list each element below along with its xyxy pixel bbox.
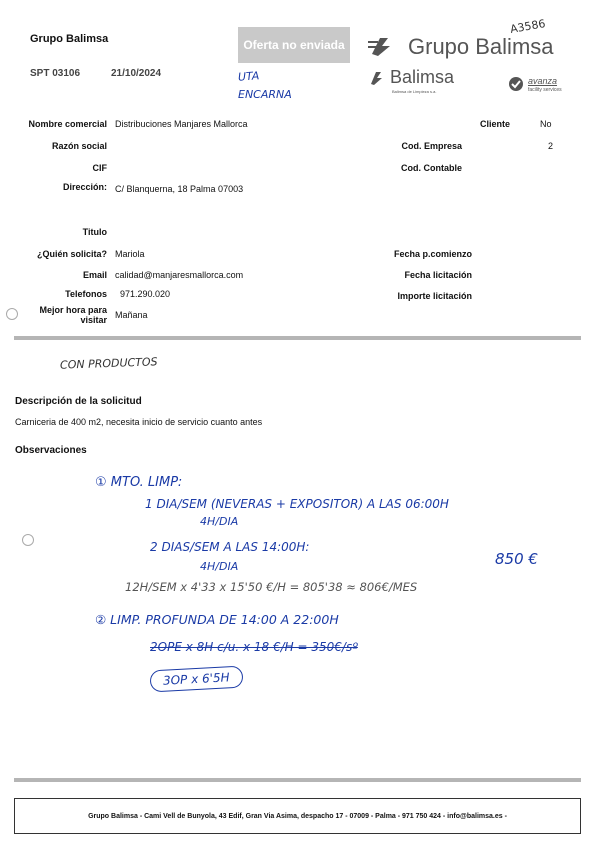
hw-line-1: ① MTO. LIMP: [95,475,183,490]
mejor-hora-value: Mañana [115,310,148,320]
direccion-label: Dirección: [62,182,107,192]
importe-licitacion-label: Importe licitación [397,291,472,301]
direccion-value: C/ Blanquerna, 18 Palma 07003 [115,184,244,194]
observaciones-title: Observaciones [15,445,87,456]
email-label: Email [82,270,107,280]
footer-box [14,798,581,834]
footer-text: Grupo Balimsa - Cami Vell de Bunyola, 43 Edif, Gran Via Asima, despacho 17 - 07009 - Palma - 971 750 424 - info@balimsa.es - [88,812,507,820]
telefonos-label: Telefonos [65,289,107,299]
telefonos-value: 971.290.020 [120,289,171,299]
hw-line-6: 12H/SEM x 4'33 x 15'50 €/H = 805'38 ≈ 806€/MES [125,580,418,594]
balimsa-small-logo-icon [368,70,390,86]
hw-line-2: 1 DIA/SEM (NEVERAS + EXPOSITOR) A LAS 06:00H [145,497,449,511]
quien-solicita-value: Mariola [115,249,145,259]
cif-label: CIF [92,163,107,173]
hw-850: 850 € [495,550,538,568]
mejor-hora-label-line1: Mejor hora para [39,305,107,315]
logo-avanza: avanza [528,76,558,86]
section-divider [14,336,581,340]
hw-line-9: 3OP x 6'5H [149,666,243,693]
punch-hole-circle-2 [22,534,34,546]
cliente-value: No [540,119,552,129]
company-name: Grupo Balimsa [30,33,109,45]
logo-balimsa: Balimsa [390,67,455,87]
quien-solicita-label: ¿Quién solicita? [36,249,107,259]
descripcion-text: Carniceria de 400 m2, necesita inicio de servicio cuanto antes [15,417,263,427]
handwritten-note-encarna: ENCARNA [238,88,292,101]
titulo-label: Titulo [82,227,107,237]
status-badge: Oferta no enviada [238,27,350,63]
cliente-label: Cliente [479,119,510,129]
razon-social-label: Razón social [51,141,107,151]
balimsa-logo-icon [368,34,404,58]
email-value: calidad@manjaresmallorca.com [115,270,244,280]
punch-hole-circle [6,308,18,320]
logo-avanza-caption: facility services [528,87,562,93]
nombre-comercial-value: Distribuciones Manjares Mallorca [115,119,248,129]
logo-grupo-balimsa: Grupo Balimsa [408,34,554,59]
offer-date: 21/10/2024 [111,68,162,79]
offer-code: SPT 03106 [30,68,81,79]
hw-line-5: 4H/DIA [200,560,239,573]
hw-line-3: 4H/DIA [200,515,239,528]
hw-line-7: ② LIMP. PROFUNDA DE 14:00 A 22:00H [95,612,339,627]
fecha-comienzo-label: Fecha p.comienzo [393,249,472,259]
hw-line-4: 2 DIAS/SEM A LAS 14:00H: [150,540,310,554]
hw-line-8: 2OPE x 8H c/u. x 18 €/H = 350€/sº [150,640,358,654]
cod-empresa-value: 2 [548,141,554,151]
handwritten-reference: A3586 [509,17,547,36]
nombre-comercial-label: Nombre comercial [28,119,107,129]
mejor-hora-label-line2: visitar [80,315,107,325]
handwritten-note-uta: UTA [237,69,260,84]
descripcion-title: Descripción de la solicitud [15,396,142,407]
avanza-logo-icon [508,76,524,92]
cod-contable-label: Cod. Contable [401,163,462,173]
footer-divider [14,778,581,782]
fecha-licitacion-label: Fecha licitación [404,270,472,280]
logo-balimsa-caption: Balimsa de Limpieza s.a. [392,89,437,94]
handwritten-con-productos: CON PRODUCTOS [59,355,158,372]
cod-empresa-label: Cod. Empresa [401,141,462,151]
